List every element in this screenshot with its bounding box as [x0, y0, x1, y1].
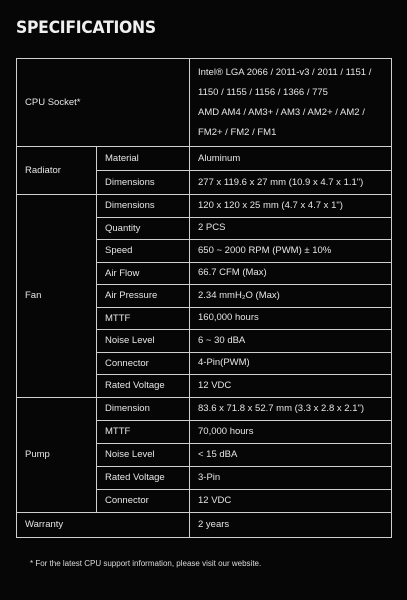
cpu-socket-line: FM2+ / FM2 / FM1: [198, 126, 277, 138]
cpu-socket-line: 1150 / 1155 / 1156 / 1366 / 775: [198, 86, 328, 98]
radiator-label: Radiator: [17, 147, 97, 195]
spec-key: Dimensions: [97, 171, 190, 195]
spec-key: Rated Voltage: [97, 375, 190, 398]
cpu-socket-value: [190, 59, 392, 147]
cpu-socket-line: AMD AM4 / AM3+ / AM3 / AM2+ / AM2 /: [198, 106, 365, 118]
table-row: [17, 512, 392, 537]
specifications-table: [16, 58, 392, 538]
spec-value: 66.7 CFM (Max): [190, 262, 392, 285]
spec-key: MTTF: [97, 420, 190, 443]
spec-value: 2.34 mmH₂O (Max): [190, 285, 392, 308]
spec-value: 120 x 120 x 25 mm (4.7 x 4.7 x 1"): [190, 195, 392, 218]
spec-key: Air Pressure: [97, 285, 190, 308]
spec-value: 12 VDC: [190, 489, 392, 512]
cpu-socket-label: CPU Socket*: [17, 59, 190, 147]
spec-key: Quantity: [97, 217, 190, 240]
spec-key: Connector: [97, 352, 190, 375]
spec-value: 2 PCS: [190, 217, 392, 240]
table-row: [17, 59, 392, 147]
warranty-label: Warranty: [17, 512, 190, 537]
spec-value: 3-Pin: [190, 466, 392, 489]
fan-label: Fan: [17, 195, 97, 398]
spec-key: Dimension: [97, 397, 190, 420]
spec-key: Material: [97, 147, 190, 171]
warranty-value: 2 years: [190, 512, 392, 537]
pump-label: Pump: [17, 397, 97, 512]
spec-value: 4-Pin(PWM): [190, 352, 392, 375]
spec-key: Noise Level: [97, 443, 190, 466]
spec-value: 12 VDC: [190, 375, 392, 398]
table-row: [17, 147, 392, 171]
spec-key: Air Flow: [97, 262, 190, 285]
spec-value: 6 ~ 30 dBA: [190, 330, 392, 353]
spec-value: 650 ~ 2000 RPM (PWM) ± 10%: [190, 240, 392, 263]
spec-key: Connector: [97, 489, 190, 512]
spec-value: Aluminum: [190, 147, 392, 171]
spec-key: Speed: [97, 240, 190, 263]
spec-key: Dimensions: [97, 195, 190, 218]
spec-value: 277 x 119.6 x 27 mm (10.9 x 4.7 x 1.1"): [190, 171, 392, 195]
spec-key: Noise Level: [97, 330, 190, 353]
spec-value: 83.6 x 71.8 x 52.7 mm (3.3 x 2.8 x 2.1"): [190, 397, 392, 420]
cpu-socket-line: Intel® LGA 2066 / 2011-v3 / 2011 / 1151 /: [198, 66, 372, 78]
spec-key: MTTF: [97, 307, 190, 330]
spec-value: 70,000 hours: [190, 420, 392, 443]
page-title: SPECIFICATIONS: [16, 18, 156, 38]
spec-key: Rated Voltage: [97, 466, 190, 489]
table-row: [17, 397, 392, 420]
footnote: * For the latest CPU support information, please visit our website.: [30, 559, 262, 568]
table-row: [17, 195, 392, 218]
spec-value: 160,000 hours: [190, 307, 392, 330]
spec-value: < 15 dBA: [190, 443, 392, 466]
